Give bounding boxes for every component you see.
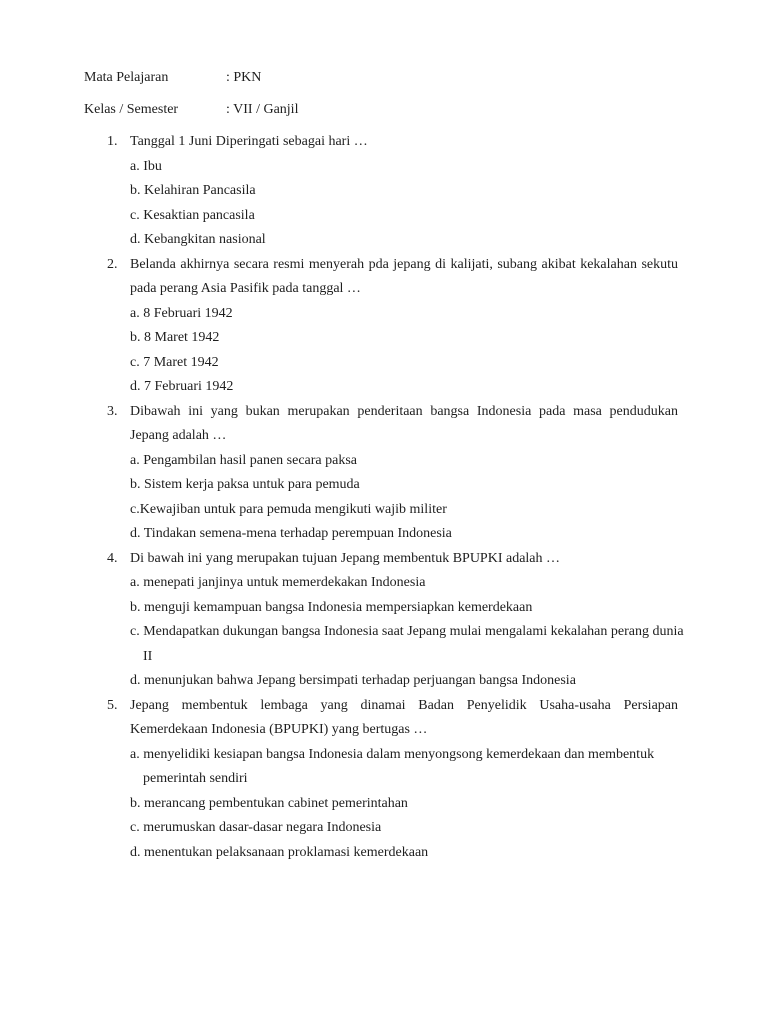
question-5 (0, 694, 768, 866)
option-c: c. Mendapatkan dukungan bangsa Indonesia saat Jepang mulai mengalami kekalahan perang dunia II (130, 624, 684, 664)
option-d: d. Kebangkitan nasional (130, 232, 266, 247)
option-b: b. menguji kemampuan bangsa Indonesia mempersiapkan kemerdekaan (130, 599, 533, 615)
question-text: Di bawah ini yang merupakan tujuan Jepang membentuk BPUPKI adalah … (130, 550, 561, 566)
question-text: Tanggal 1 Juni Diperingati sebagai hari … (130, 134, 368, 149)
class-semester-label: Kelas / Semester (84, 102, 179, 117)
question-number: 1. (107, 134, 118, 149)
question-text: Jepang membentuk lembaga yang dinamai Badan Penyelidik Usaha-usaha Persiapan Kemerdekaan Indonesia (BPUPKI) yang bertugas … (130, 697, 678, 737)
question-3 (0, 400, 768, 547)
question-1 (0, 130, 768, 253)
question-text: Dibawah ini yang bukan merupakan penderitaan bangsa Indonesia pada masa pendudukan Jepang adalah … (130, 403, 678, 443)
question-4 (0, 547, 768, 694)
question-list (0, 130, 768, 865)
option-c: c. Kesaktian pancasila (130, 207, 255, 223)
subject-label: Mata Pelajaran (84, 70, 169, 85)
option-b: b. 8 Maret 1942 (130, 330, 220, 345)
option-c: c.Kewajiban untuk para pemuda mengikuti wajib militer (130, 501, 447, 517)
option-d: d. menentukan pelaksanaan proklamasi kemerdekaan (130, 844, 429, 860)
option-a: a. Pengambilan hasil panen secara paksa (130, 452, 358, 468)
option-a: a. menepati janjinya untuk memerdekakan Indonesia (130, 575, 426, 590)
subject-value: : PKN (226, 70, 262, 85)
question-number: 3. (107, 403, 118, 419)
option-a: a. 8 Februari 1942 (130, 305, 233, 321)
class-semester-value: : VII / Ganjil (226, 102, 299, 117)
option-c: c. merumuskan dasar-dasar negara Indonesia (130, 820, 382, 835)
question-2 (0, 253, 768, 400)
option-a: a. Ibu (130, 158, 162, 174)
question-number: 4. (107, 550, 118, 566)
option-b: b. merancang pembentukan cabinet pemerintahan (130, 795, 408, 811)
question-number: 5. (107, 697, 118, 713)
option-b: b. Kelahiran Pancasila (130, 183, 256, 198)
option-d: d. Tindakan semena-mena terhadap perempuan Indonesia (130, 526, 452, 541)
question-text: Belanda akhirnya secara resmi menyerah pda jepang di kalijati, subang akibat kekalahan sekutu pada perang Asia Pasifik pada tanggal … (130, 256, 678, 296)
option-d: d. 7 Februari 1942 (130, 379, 234, 394)
option-d: d. menunjukan bahwa Jepang bersimpati terhadap perjuangan bangsa Indonesia (130, 673, 576, 688)
question-number: 2. (107, 256, 118, 272)
option-b: b. Sistem kerja paksa untuk para pemuda (130, 477, 360, 492)
option-a: a. menyelidiki kesiapan bangsa Indonesia dalam menyongsong kemerdekaan dan membentuk pemerintah sendiri (130, 746, 655, 786)
option-c: c. 7 Maret 1942 (130, 354, 219, 370)
